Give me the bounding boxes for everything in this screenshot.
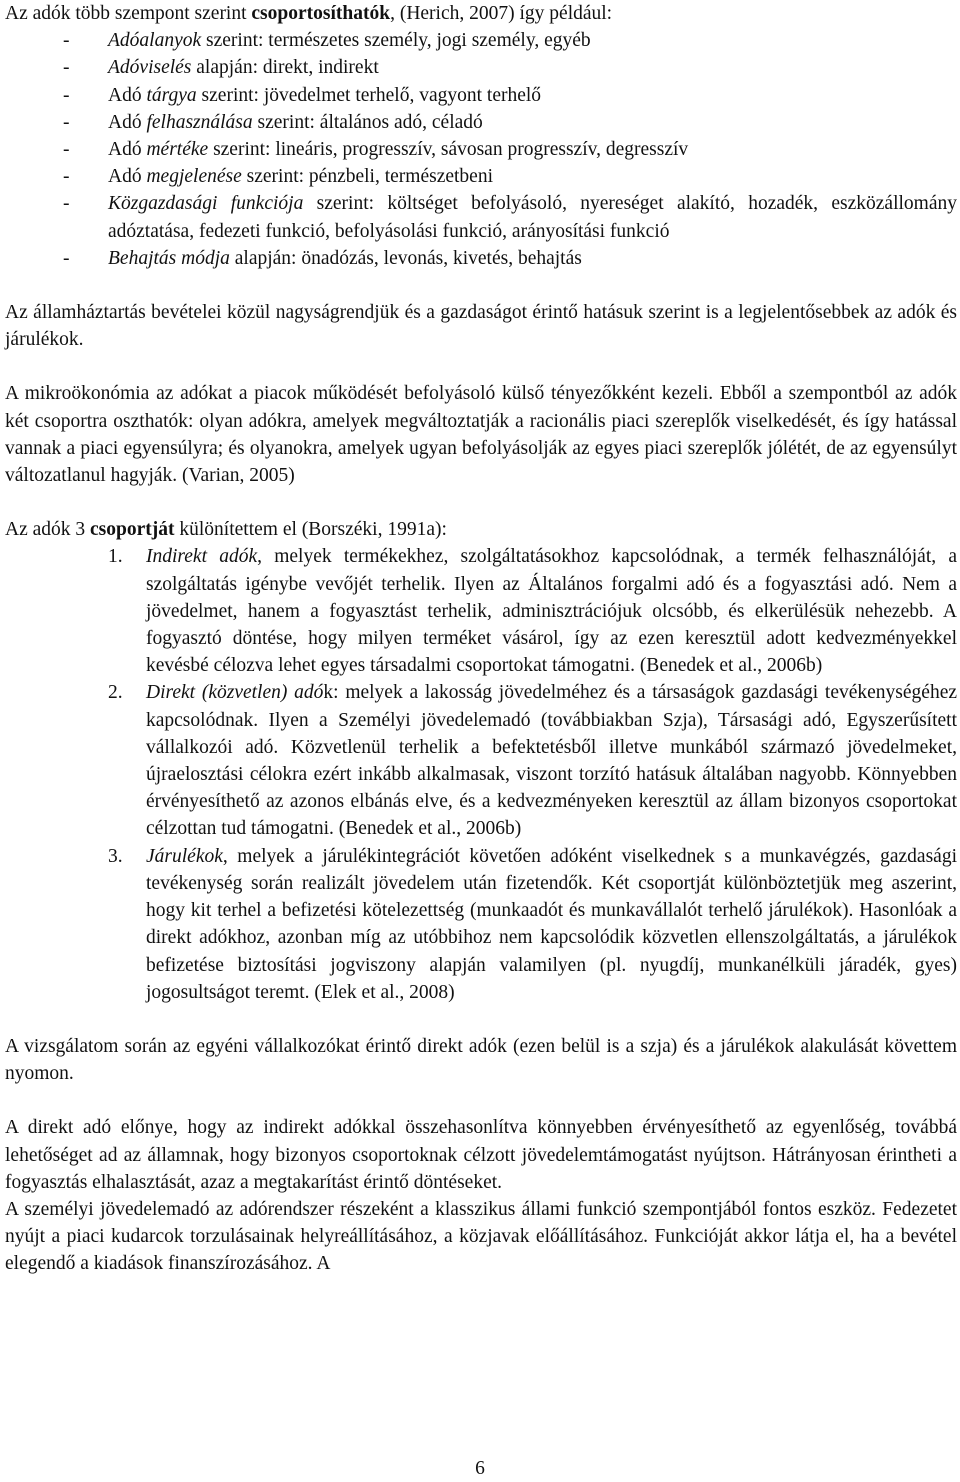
groups-bold-term: csoportját <box>90 519 175 541</box>
list-item: - Adóviselés alapján: direkt, indirekt <box>63 57 379 79</box>
groups-intro-paragraph: Az adók 3 csoportját különítettem el (Borszéki, 1991a): <box>5 519 447 541</box>
list-item: - Adó mértéke szerint: lineáris, progresszív, sávosan progresszív, degresszív <box>63 139 689 161</box>
item-number: 3. <box>108 845 123 867</box>
list-item: - Adóalanyok szerint: természetes személy, jogi személy, egyéb <box>63 30 591 52</box>
numbered-item: 1. Indirekt adók, melyek termékekhez, szolgáltatásokhoz kapcsolódnak, a termék felhasználóját, a szolgáltatás igénybe vevőjét terhelik. Ilyen az Általános forgalmi adó és a fogyasztási adó. Nem a jövedelmet, hanem a fogyasztást terhelik, adminisztrációjuk olcsóbb, és elkerülésük nehezebb. A fogyasztó döntése, hogy milyen terméket vásárol, így az ezen keresztül adott kedvezményekkel kevésbé célozva lehet egyes társadalmi csoportokat támogatni. (Benedek et al., 2006b) <box>5 543 957 679</box>
item-number: 1. <box>108 546 123 568</box>
italic-term: Indirekt adók <box>146 546 258 568</box>
italic-term: Járulékok <box>146 845 223 867</box>
intro-text: Az adók több szempont szerint <box>5 3 252 24</box>
italic-term: Közgazdasági funkciója <box>108 193 304 215</box>
italic-term: mértéke <box>146 139 209 161</box>
italic-term: Direkt (közvetlen) adó <box>146 682 324 704</box>
numbered-item: 2. Direkt (közvetlen) adók: melyek a lakosság jövedelméhez és a társaságok gazdasági tevékenységéhez kapcsolódnak. Ilyen a Személyi jövedelemadó (továbbiakban Szja), Társasági adó, Egyszerűsített vállalkozói adó. Közvetlenül terhelik a befektetésből illetve munkából származó jövedelmeket, újraelosztási célokra ezért inkább alkalmasak, viszont torzító hatásuk általában nagyobb. Könnyebben érvényesíthető az azonos elbánás elve, és a kedvezményeken keresztül az állam bizonyos csoportokat célzottan tud támogatni. (Benedek et al., 2006b) <box>5 679 957 842</box>
document-page <box>5 0 957 1278</box>
list-item: - Behajtás módja alapján: önadózás, levonás, kivetés, behajtás <box>63 247 582 269</box>
intro-paragraph <box>5 0 957 27</box>
numbered-item: 3. Járulékok, melyek a járulékintegrációt követően adóként viselkednek s a munkavégzés, gazdasági tevékenység során realizált jövedelem után fizetendők. Két csoportját különböztetjük meg aszerint, hogy kit terhel a befizetési kötelezettség (munkaadót és munkavállalót terhelő járulékok). Hasonlóak a direkt adókhoz, azonban míg az utóbbihoz nem kapcsolódik közvetlen ellenszolgáltatás, a járulékok befizetése biztosítási jogviszony alapján valamilyen (pl. nyugdíj, munkanélküli járadék, gyes) jogosultságot teremt. (Elek et al., 2008) <box>5 843 957 1006</box>
italic-term: felhasználása <box>146 111 253 133</box>
italic-term: Adóviselés <box>108 57 192 79</box>
paragraph-direkt-elony: A direkt adó előnye, hogy az indirekt adókkal összehasonlítva könnyebben érvényesíthető az egyenlőség, továbbá lehetőséget ad az államnak, hogy bizonyos csoportoknak célzott jövedelemtámogatást nyújtson. Hátrányosan érintheti a fogyasztás elhalasztását, azaz a megtakarítást érintő döntéseket. <box>5 1117 957 1193</box>
intro-text-end: , (Herich, 2007) így például: <box>390 3 613 24</box>
list-item: - Adó felhasználása szerint: általános adó, céladó <box>63 111 483 133</box>
page-number: 6 <box>475 1458 485 1479</box>
italic-term: Adóalanyok <box>108 30 202 52</box>
item-number: 2. <box>108 682 123 704</box>
list-item: - Közgazdasági funkciója szerint: költséget befolyásoló, nyereséget alakító, hozadék, eszközállomány adóztatása, fedezeti funkció, befolyásolási funkció, arányosítási funkció <box>63 193 957 242</box>
tax-groups-list <box>5 543 957 1005</box>
tax-classification-list <box>5 27 957 272</box>
italic-term: megjelenése <box>146 166 242 188</box>
paragraph-mikrookonomia: A mikroökonómia az adókat a piacok működését befolyásoló külső tényezőkként kezeli. Ebből a szempontból az adók két csoportra oszthatók: olyan adókra, amelyek megváltoztatják a racionális piaci szereplők viselkedését, és így hatással vannak a piaci egyensúlyra; és olyanokra, amelyek ugyan befolyásolják az egyes piaci szereplők jólétét, de az egyensúlyt változatlanul hagyják. (Varian, 2005) <box>5 383 957 487</box>
italic-term: tárgya <box>146 84 197 106</box>
paragraph-vizsgalat: A vizsgálatom során az egyéni vállalkozókat érintő direkt adók (ezen belül is a szja) és a járulékok alakulását követtem nyomon. <box>5 1035 957 1085</box>
list-item: - Adó megjelenése szerint: pénzbeli, természetbeni <box>63 166 493 188</box>
paragraph-szja: A személyi jövedelemadó az adórendszer részeként a klasszikus állami funkció szempontjából fontos eszköz. Fedezetet nyújt a piaci kudarcok torzulásainak helyreállításához, a közjavak előállításához. Funkcióját akkor látja el, ha a bevétel elegendő a kiadások finanszírozásához. A <box>5 1198 957 1275</box>
paragraph-allamhaztartas: Az államháztartás bevételei közül nagyságrendjük és a gazdaságot érintő hatásuk szerint is a legjelentősebbek az adók és járulékok. <box>5 302 957 351</box>
list-item: - Adó tárgya szerint: jövedelmet terhelő, vagyont terhelő <box>63 84 542 106</box>
italic-term: Behajtás módja <box>108 247 230 269</box>
intro-bold-term: csoportosíthatók <box>251 3 391 24</box>
